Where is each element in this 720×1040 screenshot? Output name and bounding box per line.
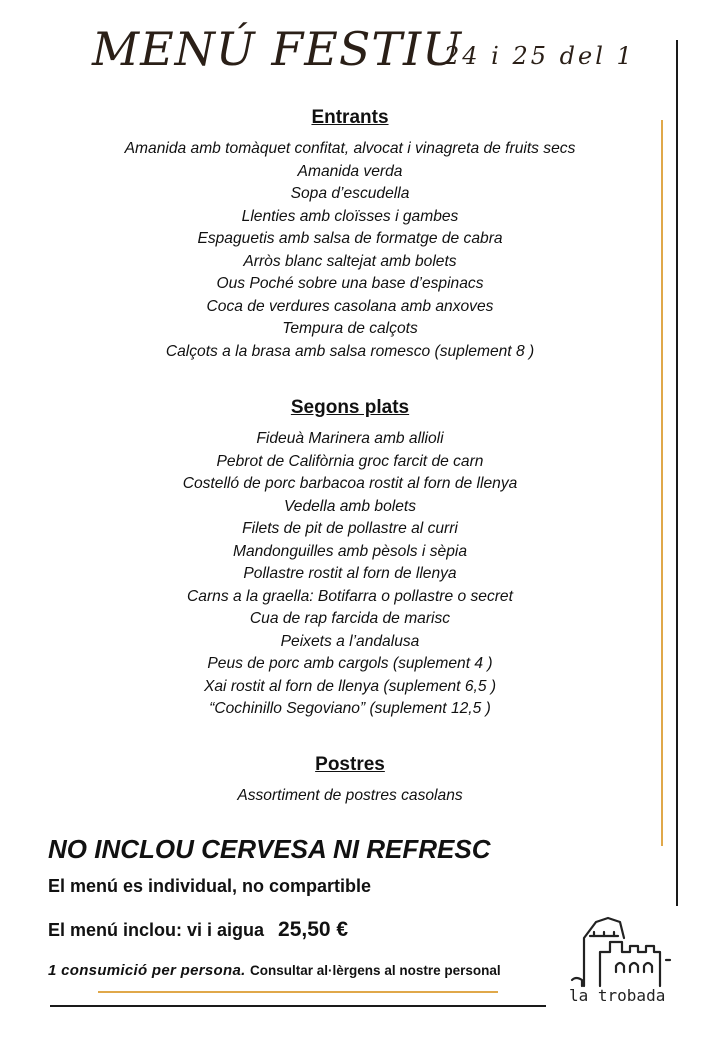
postres-list — [40, 785, 660, 808]
menu-item: Fideuà Marinera amb allioli — [256, 430, 444, 447]
entrants-list — [40, 138, 660, 363]
menu-item: Vedella amb bolets — [283, 497, 417, 515]
entrants-section — [40, 106, 660, 363]
menu-item: Tempura de calçots — [282, 320, 418, 337]
menu-item: Amanida verda — [297, 162, 403, 180]
no-drinks-notice: NO INCLOU CERVESA NI REFRESC — [48, 834, 491, 864]
menu-item: Assortiment de postres casolans — [237, 787, 463, 804]
postres-section — [40, 753, 660, 808]
bottom-gold-rule — [98, 991, 498, 993]
menu-item: Llenties amb cloïsses i gambes — [241, 207, 459, 225]
menu-date: 24 i 25 del 1 — [444, 42, 635, 70]
includes-label: El menú inclou: vi i aigua — [48, 920, 265, 940]
menu-item: Amanida amb tomàquet confitat, alvocat i vinagreta de fruits secs — [124, 140, 576, 157]
menu-item: Coca de verdures casolana amb anxoves — [206, 297, 494, 315]
menu-item: Costelló de porc barbacoa rostit al forn de llenya — [182, 475, 518, 492]
menu-item: Espaguetis amb salsa de formatge de cabra — [197, 230, 503, 247]
allergens-label: Consultar al·lèrgens al nostre personal — [250, 963, 501, 978]
postres-heading: Postres — [315, 754, 385, 775]
individual-note: El menú es individual, no compartible — [48, 876, 372, 896]
right-gold-rule — [661, 120, 663, 846]
menu-item: Peus de porc amb cargols (suplement 4 ) — [207, 655, 493, 672]
menu-item: Pebrot de Califòrnia groc farcit de carn — [216, 452, 484, 470]
menu-item: Ous Poché sobre una base d’espinacs — [216, 275, 484, 292]
menu-item: Xai rostit al forn de llenya (suplement 6,5 ) — [203, 677, 497, 695]
menu-item: Sopa d’escudella — [290, 185, 410, 202]
menu-item: Arròs blanc saltejat amb bolets — [243, 252, 457, 270]
menu-item: Carns a la graella: Botifarra o pollastre o secret — [187, 587, 513, 605]
menu-item: Peixets a l’andalusa — [280, 632, 420, 650]
menu-item: Pollastre rostit al forn de llenya — [243, 565, 457, 582]
segons-list — [40, 428, 660, 721]
menu-title: MENÚ FESTIU — [92, 22, 462, 76]
logo-name: la trobada — [569, 986, 666, 1005]
right-black-rule — [676, 40, 678, 906]
segons-section — [40, 396, 660, 721]
menu-price: 25,50 € — [278, 918, 349, 941]
menu-item: Mandonguilles amb pèsols i sèpia — [232, 542, 468, 560]
menu-item: Cua de rap farcida de marisc — [249, 610, 451, 627]
entrants-heading: Entrants — [311, 107, 389, 128]
consumption-note — [48, 962, 501, 979]
menu-item: Calçots a la brasa amb salsa romesco (suplement 8 ) — [165, 342, 535, 360]
menu-item: “Cochinillo Segoviano” (suplement 12,5 ) — [209, 700, 491, 717]
includes-note — [48, 918, 348, 942]
menu-item: Filets de pit de pollastre al curri — [242, 520, 458, 537]
bottom-black-rule — [50, 1005, 546, 1007]
consumption-label: 1 consumició per persona. — [48, 962, 246, 979]
segons-heading: Segons plats — [290, 397, 410, 418]
